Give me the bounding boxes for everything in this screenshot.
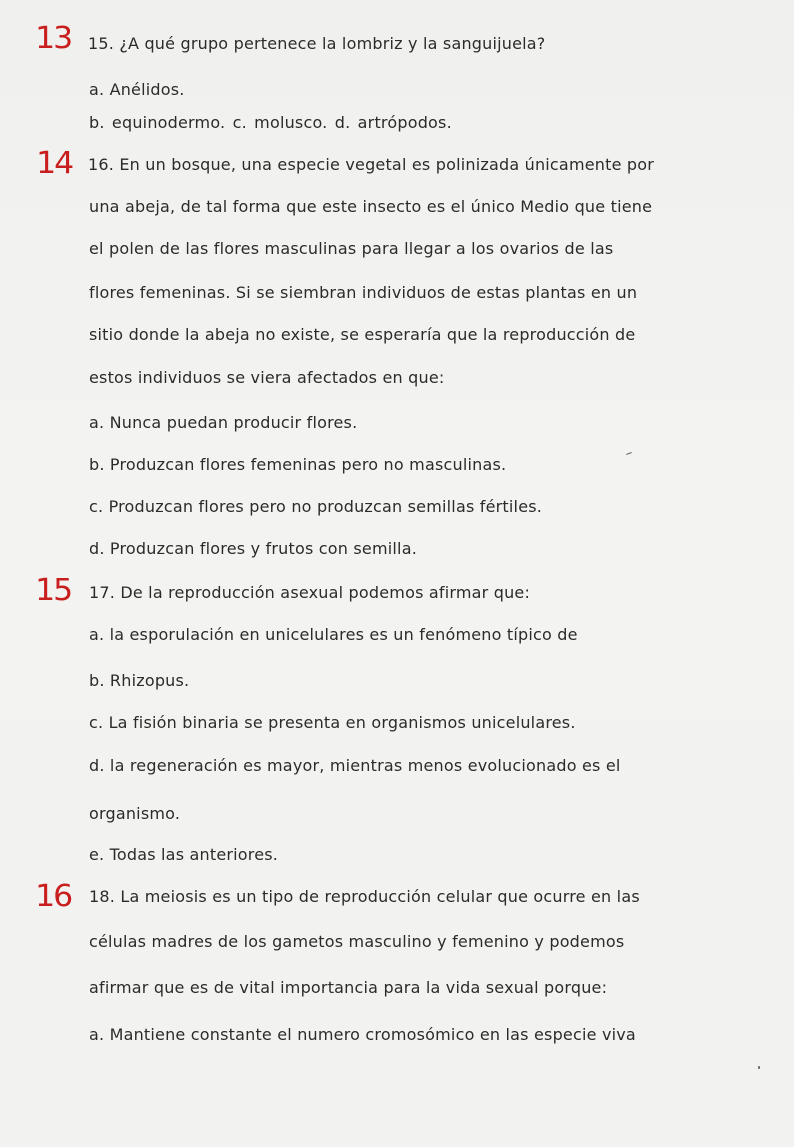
question-17-option-c: c. La fisión binaria se presenta en organismos unicelulares. — [89, 713, 576, 732]
paper-speck — [758, 1066, 760, 1069]
question-18-stem-line-2: células madres de los gametos masculino y femenino y podemos — [89, 932, 625, 951]
question-16-option-d: d. Produzcan flores y frutos con semilla. — [89, 539, 417, 558]
question-16-stem-line-2: una abeja, de tal forma que este insecto es el único Medio que tiene — [89, 197, 653, 216]
question-17-stem: 17. De la reproducción asexual podemos afirmar que: — [89, 583, 531, 602]
question-15-option-a: a. Anélidos. — [89, 80, 185, 99]
question-16-stem-line-5: sitio donde la abeja no existe, se esperaría que la reproducción de — [89, 325, 636, 344]
question-16-option-b: b. Produzcan flores femeninas pero no masculinas. — [89, 455, 507, 474]
question-18-stem-line-3: afirmar que es de vital importancia para la vida sexual porque: — [89, 978, 608, 997]
question-17-option-b: b. Rhizopus. — [89, 671, 190, 690]
question-18-stem-line-1: 18. La meiosis es un tipo de reproducción celular que ocurre en las — [89, 887, 640, 906]
question-16-stem-line-3: el polen de las flores masculinas para llegar a los ovarios de las — [89, 239, 614, 258]
question-16-option-c: c. Produzcan flores pero no produzcan semillas fértiles. — [89, 497, 543, 516]
question-17-option-d-cont: organismo. — [89, 804, 181, 823]
question-17-option-a: a. la esporulación en unicelulares es un fenómeno típico de — [89, 625, 578, 644]
question-18-option-a: a. Mantiene constante el numero cromosómico en las especie viva — [89, 1025, 636, 1044]
question-16-option-a: a. Nunca puedan producir flores. — [89, 413, 358, 432]
handwritten-mark-14: 14 — [36, 146, 73, 181]
paper-speck — [626, 452, 632, 455]
question-16-stem-line-6: estos individuos se viera afectados en que: — [89, 368, 445, 387]
handwritten-mark-15: 15 — [35, 573, 72, 608]
question-15-options-bcd: b. equinodermo. c. molusco. d. artrópodos. — [89, 113, 452, 132]
question-17-option-d: d. la regeneración es mayor, mientras menos evolucionado es el — [89, 756, 621, 775]
question-16-stem-line-4: flores femeninas. Si se siembran individuos de estas plantas en un — [89, 283, 638, 302]
question-16-stem-line-1: 16. En un bosque, una especie vegetal es polinizada únicamente por — [88, 155, 655, 174]
handwritten-mark-16: 16 — [35, 879, 72, 914]
question-17-option-e: e. Todas las anteriores. — [89, 845, 279, 864]
handwritten-mark-13: 13 — [35, 21, 72, 56]
question-15-stem: 15. ¿A qué grupo pertenece la lombriz y la sanguijuela? — [88, 34, 546, 53]
